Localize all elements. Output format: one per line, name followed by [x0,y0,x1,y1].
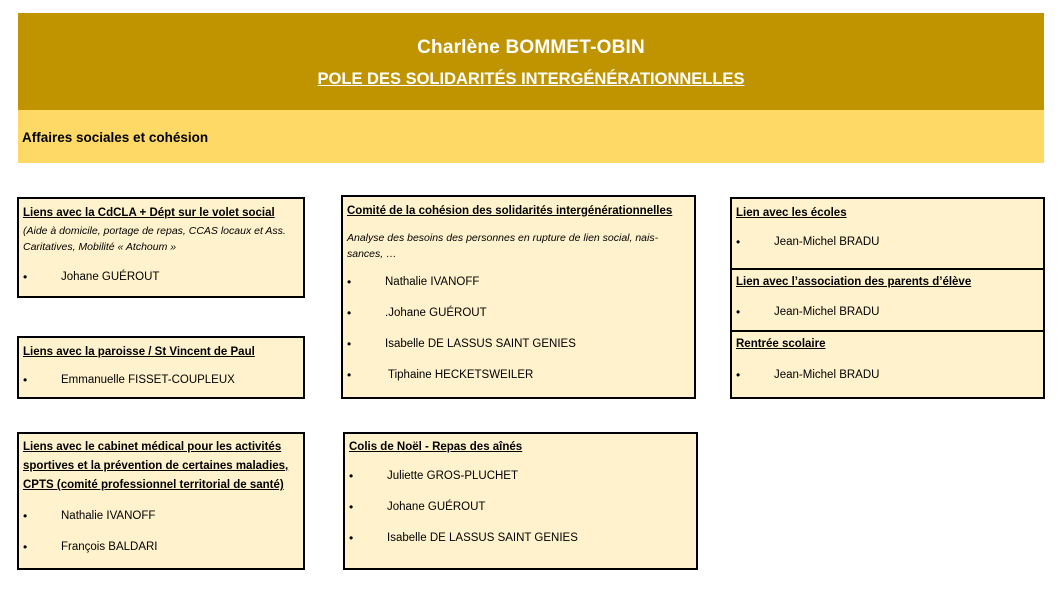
section-title: Affaires sociales et cohésion [22,130,209,145]
person-name: Isabelle DE LASSUS SAINT GENIES [387,532,578,544]
person-name: François BALDARI [61,541,158,553]
bullet-icon: • [349,500,354,514]
box-parents [730,268,1045,332]
person-name: Jean-Michel BRADU [774,369,880,381]
box-title: Colis de Noël - Repas des aînés [349,441,523,453]
person-name: Nathalie IVANOFF [385,276,480,288]
person-name: Juliette GROS-PLUCHET [387,470,519,482]
box-title: Liens avec le cabinet médical pour les activités sportives et la prévention de certaines maladies, CPTS (comité professionnel territorial de santé) [23,441,289,491]
bullet-icon: • [23,509,28,523]
box-comite [341,195,696,399]
box-description: (Aide à domicile, portage de repas, CCAS locaux et Ass. Caritatives, Mobilité « Atchoum » [23,225,286,253]
bullet-icon: • [347,337,352,351]
person-name: Johane GUÉROUT [387,501,486,513]
box-title: Liens avec la CdCLA + Dépt sur le volet social [23,207,275,219]
bullet-icon: • [349,469,354,483]
bullet-icon: • [736,305,741,319]
person-name: Isabelle DE LASSUS SAINT GENIES [385,338,576,350]
bullet-icon: • [736,368,741,382]
box-title: Comité de la cohésion des solidarités intergénérationnelles [347,205,673,217]
section-banner [18,110,1044,163]
box-colis [343,432,698,570]
box-title: Lien avec les écoles [736,207,847,219]
bullet-icon: • [736,235,741,249]
person-name: Jean-Michel BRADU [774,306,880,318]
box-title: Liens avec la paroisse / St Vincent de Paul [23,346,255,358]
box-title: Rentrée scolaire [736,338,826,350]
bullet-icon: • [23,540,28,554]
person-name: Jean-Michel BRADU [774,236,880,248]
box-cdcla [17,197,305,298]
bullet-icon: • [23,270,28,284]
bullet-icon: • [347,275,352,289]
person-name: Nathalie IVANOFF [61,510,156,522]
person-name: .Johane GUÉROUT [385,307,487,319]
person-name: Johane GUÉROUT [61,271,160,283]
box-ecoles [730,197,1045,270]
bullet-icon: • [347,306,352,320]
person-name: Tiphaine HECKETSWEILER [388,369,534,381]
bullet-icon: • [347,368,352,382]
bullet-icon: • [349,531,354,545]
box-paroisse [17,336,305,399]
box-title: Lien avec l’association des parents d’élève [736,276,972,288]
box-cabinet [17,432,305,570]
box-description: Analyse des besoins des personnes en rupture de lien social, nais-sances, … [347,232,659,260]
header-banner [18,13,1044,110]
bullet-icon: • [23,373,28,387]
box-rentree [730,330,1045,399]
pole-title: POLE DES SOLIDARITÉS INTERGÉNÉRATIONNELLES [317,70,745,88]
page-title: Charlène BOMMET-OBIN [417,37,645,58]
person-name: Emmanuelle FISSET-COUPLEUX [61,374,235,386]
